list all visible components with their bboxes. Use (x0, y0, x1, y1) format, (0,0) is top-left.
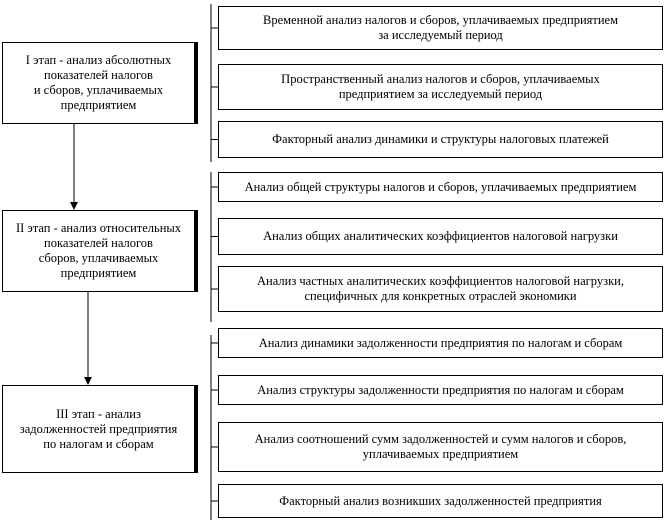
analysis-item-box-line: Анализ структуры задолженности предприятия по налогам и сборам (257, 382, 624, 397)
analysis-item-box-text (259, 336, 623, 351)
analysis-item-box-line: Анализ общих аналитических коэффициентов налоговой нагрузки (263, 229, 618, 243)
analysis-item-box-text (245, 180, 637, 195)
stage-box-1 (2, 42, 195, 124)
analysis-item-box-text (281, 72, 600, 102)
analysis-item-box-text (272, 132, 609, 147)
analysis-item-box-line: за исследуемый период (378, 28, 503, 42)
analysis-item-box-text (255, 432, 627, 462)
analysis-item-box-line: Пространственный анализ налогов и сборов, уплачиваемых (281, 72, 600, 86)
stage-box-3 (2, 385, 195, 473)
stage-box-2-line: II этап - анализ относительных (15, 221, 182, 235)
analysis-item-box-text (257, 383, 624, 398)
analysis-item-box-line: Анализ динамики задолженности предприятия по налогам и сборам (258, 335, 623, 350)
analysis-item-box-text (263, 13, 618, 43)
analysis-item-box-line: специфичных для конкретных отраслей экономики (304, 289, 577, 303)
stage-box-2-text (16, 221, 181, 281)
stage-box-2-line: сборов, уплачиваемых (38, 251, 159, 265)
stage-box-1-line: предприятием (60, 98, 137, 112)
stage-box-2-line: предприятием (60, 266, 137, 280)
analysis-item-box (218, 64, 663, 110)
arrow-stage1-to-stage2-head (70, 202, 78, 210)
analysis-item-box-line: предприятием за исследуемый период (338, 87, 543, 101)
stage-box-3-text (20, 407, 177, 452)
stage-box-2 (2, 210, 195, 292)
stage-box-1-text (26, 53, 171, 113)
analysis-item-box-text (279, 494, 602, 509)
stage-box-1-line: и сборов, уплачиваемых (33, 83, 164, 97)
analysis-item-box-line: Анализ соотношений сумм задолженностей и сумм налогов и сборов, (254, 432, 627, 446)
analysis-item-box-line: Временной анализ налогов и сборов, уплачиваемых предприятием (262, 13, 619, 27)
analysis-item-box (218, 172, 663, 202)
stage-box-1-line: I этап - анализ абсолютных (25, 53, 172, 67)
analysis-item-box (218, 328, 663, 358)
analysis-item-box (218, 266, 663, 312)
analysis-item-box (218, 422, 663, 472)
analysis-item-box-line: Факторный анализ возникших задолженностей предприятия (279, 493, 602, 508)
stage-box-2-line: показателей налогов (44, 236, 153, 250)
stage-box-3-line: по налогам и сборам (43, 436, 154, 451)
analysis-item-box-line: Анализ частных аналитических коэффициентов налоговой нагрузки, (257, 274, 624, 288)
analysis-item-box-text (257, 274, 624, 304)
stage-box-3-line: задолженностей предприятия (19, 421, 178, 436)
analysis-item-box-line: уплачиваемых предприятием (362, 447, 519, 461)
analysis-item-box (218, 121, 663, 158)
analysis-item-box-line: Анализ общей структуры налогов и сборов, уплачиваемых предприятием (244, 179, 637, 194)
analysis-item-box (218, 6, 663, 50)
analysis-item-box (218, 218, 663, 255)
stage-box-3-line: III этап - анализ (56, 406, 141, 421)
analysis-item-box-text (263, 229, 618, 244)
analysis-item-box (218, 484, 663, 518)
stage-box-1-line: показателей налогов (44, 68, 153, 82)
arrow-stage2-to-stage3-head (84, 377, 92, 385)
analysis-item-box-line: Факторный анализ динамики и структуры налоговых платежей (272, 132, 609, 146)
analysis-item-box (218, 375, 663, 405)
